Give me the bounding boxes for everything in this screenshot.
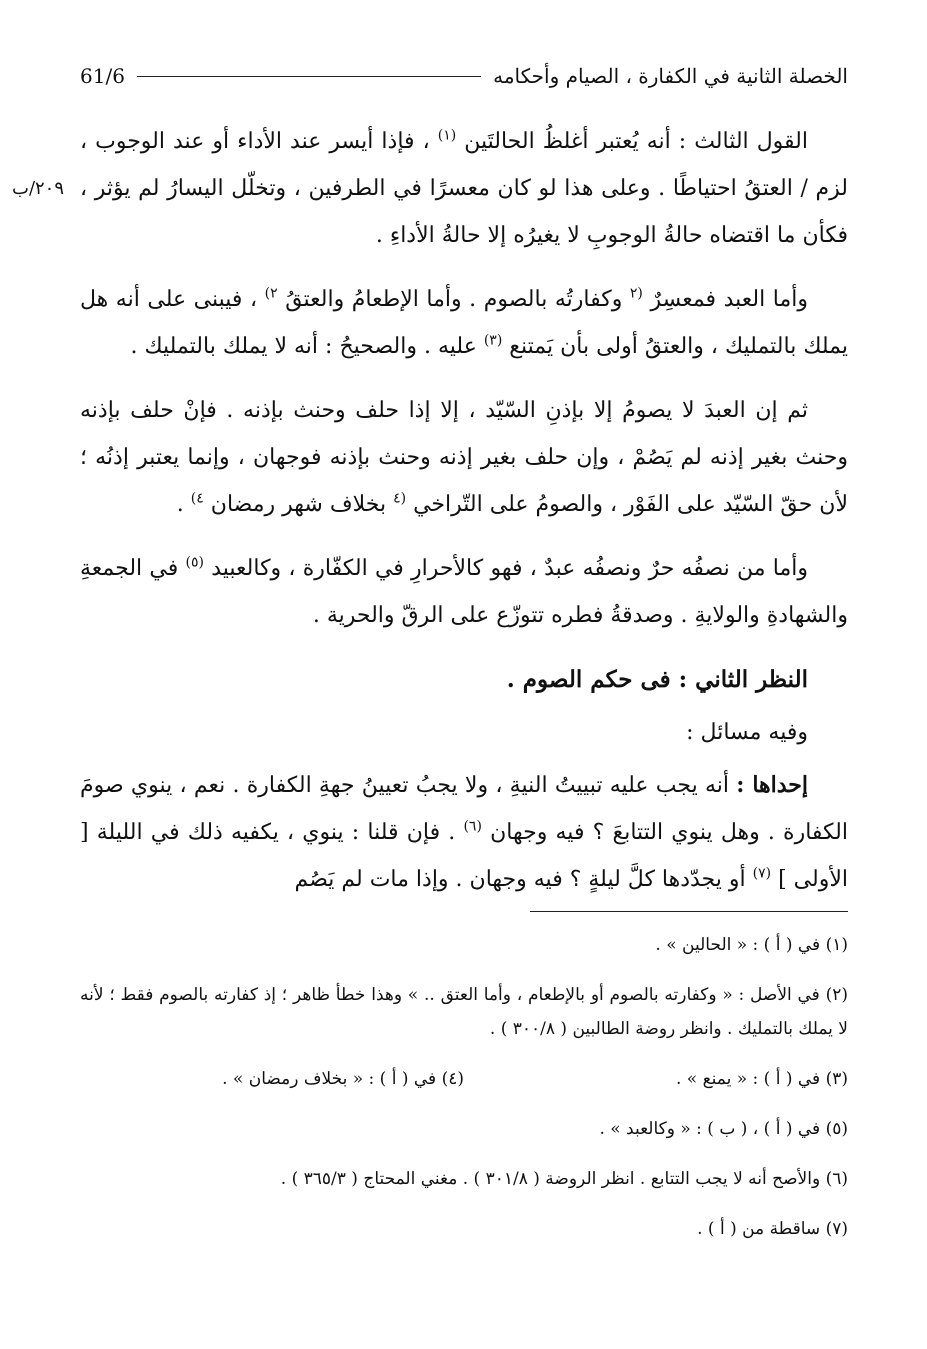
page-number: 61/6 — [80, 64, 125, 88]
footnote-ref-5[interactable]: (٥) — [185, 554, 204, 571]
footnote-ref-1[interactable]: (١) — [437, 127, 457, 144]
running-header — [80, 58, 848, 94]
paragraph-6: إحداها : أنه يجب عليه تبييتُ النيةِ ، ولا يجبُ تعيينُ جهةِ الكفارة . نعم ، ينوي صومَ الكفارة . وهل ينوي التتابعَ ؟ فيه وجهان $^{(٦)}$ . فإن قلنا : ينوي ، يكفيه ذلك في الليلة [ الأولى ] $^{(٧)}$ أو يجدّدها كلَّ ليلةٍ ؟ فيه وجهان . وإذا مات لم يَصُم — [80, 772, 848, 892]
footnote-4: (٤) في ( أ ) : « بخلاف رمضان » . — [222, 1069, 464, 1089]
footnotes — [80, 928, 848, 1262]
footnote-ref-3[interactable]: (٣) — [483, 332, 503, 349]
paragraph-5: وفيه مسائل : — [686, 720, 808, 745]
footnote-row — [80, 1062, 848, 1096]
footnote-ref-4-close[interactable]: ٤) — [190, 490, 204, 507]
paragraph-2: وأما العبد فمعسِرٌ $^{(٢}$ وكفارتُه بالصوم . وأما الإطعامُ والعتقُ $^{٢)}$ ، فيبنى على أنه هل يملك بالتمليك ، والعتقُ أولى بأن يَمتنع $^{(٣)}$ عليه . والصحيحُ : أنه لا يملك بالتمليك . — [80, 285, 848, 359]
main-text — [80, 118, 848, 920]
footnote-ref-2-open[interactable]: (٢ — [629, 285, 643, 302]
footnote-6: (٦) والأصح أنه لا يجب التتابع . انظر الروضة ( ٣٠١/٨ ) . مغني المحتاج ( ٣٦٥/٣ ) . — [280, 1169, 848, 1189]
footnote-1: (١) في ( أ ) : « الحالين » . — [655, 935, 848, 955]
header-title: الخصلة الثانية في الكفارة ، الصيام وأحكامه — [493, 64, 848, 88]
paragraph-4: وأما من نصفُه حرٌ ونصفُه عبدٌ ، فهو كالأحرارِ في الكفّارة ، وكالعبيد $^{(٥)}$ في الجمعةِ والشهادةِ والولايةِ . وصدقةُ فطره تتوزّع على الرقّ والحرية . — [80, 554, 848, 628]
manuscript-folio-note: ٢٠٩/ب — [12, 178, 65, 199]
footnote-3: (٣) في ( أ ) : « يمنع » . — [675, 1069, 848, 1089]
footnote-ref-6[interactable]: (٦) — [463, 818, 482, 835]
header-rule — [137, 76, 481, 77]
footnote-separator — [530, 911, 848, 912]
paragraph-3: ثم إن العبدَ لا يصومُ إلا بإذنِ السّيّد ، إلا إذا حلف وحنث بإذنه . فإنْ حلف بإذنه وحنث بغير إذنه لم يَصُمْ ، وإن حلف بغير إذنه وحنث بإذنه فوجهان ، وإنما يعتبر إذنُه ؛ لأن حقّ السّيّد على الفَوْر ، والصومُ على التّراخي $^{(٤}$ بخلاف شهر رمضان $^{٤)}$ . — [80, 398, 848, 517]
section-heading: النظر الثاني : فى حكم الصوم . — [506, 666, 808, 693]
footnote-ref-7[interactable]: (٧) — [752, 865, 772, 882]
issue-lead: إحداها : — [736, 772, 808, 798]
footnote-5: (٥) في ( أ ) ، ( ب ) : « وكالعبد » . — [599, 1119, 848, 1139]
footnote-ref-2-close[interactable]: ٢) — [264, 285, 278, 302]
paragraph-1: القول الثالث : أنه يُعتبر أغلظُ الحالتَين $^{(١)}$ ، فإذا أيسر عند الأداء أو عند الوجوب ، لزم / العتقُ احتياطًا . وعلى هذا لو كان معسرًا في الطرفين ، وتخلّل اليسارُ لم يؤثر ، فكأن ما اقتضاه حالةُ الوجوبِ لا يغيرُه إلا حالةُ الأداءِ . — [80, 127, 848, 248]
footnote-ref-4-open[interactable]: (٤ — [393, 490, 407, 507]
footnote-2: (٢) في الأصل : « وكفارته بالصوم أو بالإطعام ، وأما العتق .. » وهذا خطأ ظاهر ؛ إذ كفارته بالصوم فقط ؛ لأنه لا يملك بالتمليك . وانظر روضة الطالبين ( ٣٠٠/٨ ) . — [80, 985, 848, 1039]
footnote-7: (٧) ساقطة من ( أ ) . — [697, 1219, 848, 1239]
